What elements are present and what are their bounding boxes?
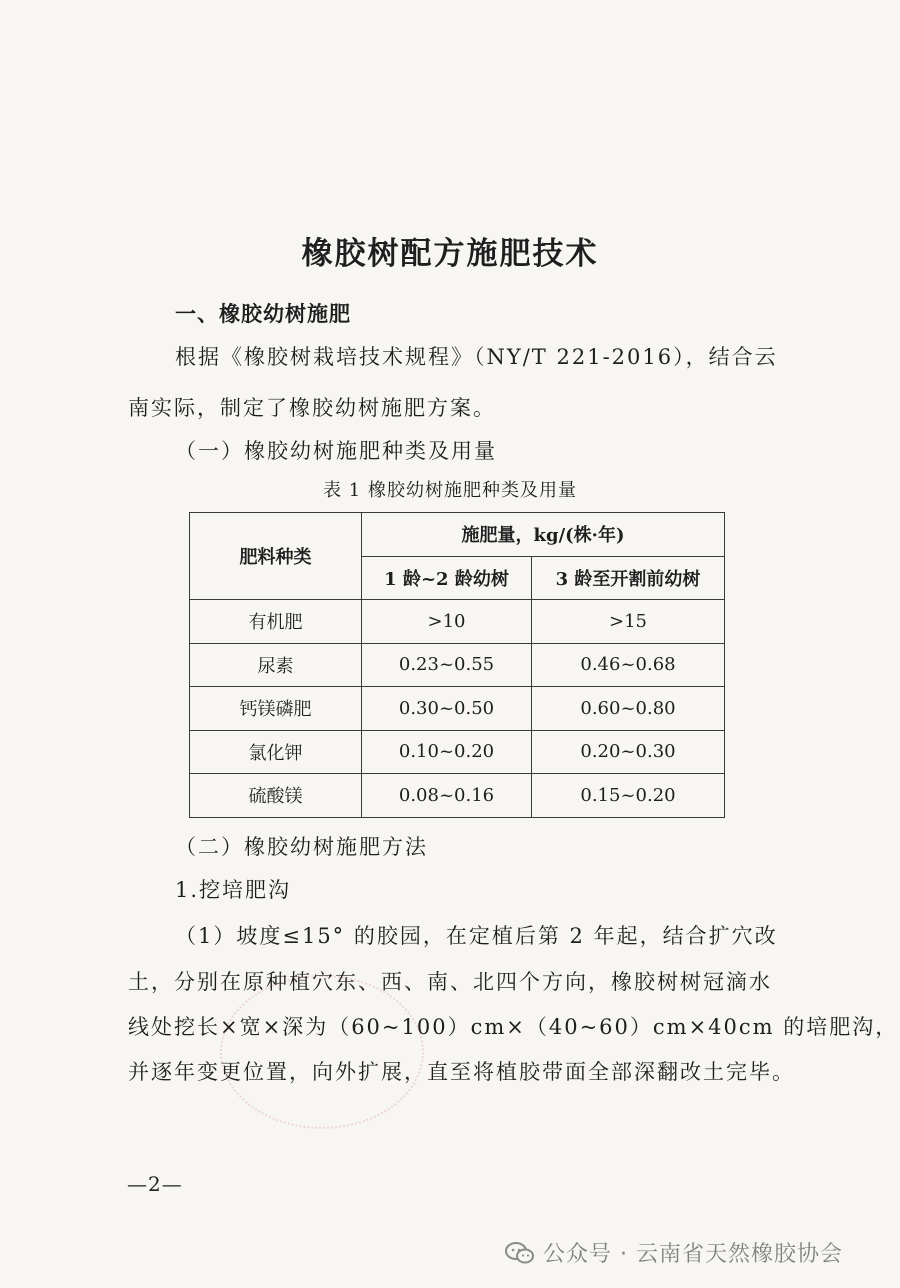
body-line-1: （1）坡度≤15° 的胶园，在定植后第 2 年起，结合扩穴改 — [175, 924, 778, 948]
rate-older: 0.15~0.20 — [532, 774, 725, 818]
table-row — [190, 643, 725, 687]
document-title: 橡胶树配方施肥技术 — [301, 236, 599, 272]
section-heading-1: 一、橡胶幼树施肥 — [175, 301, 351, 326]
header-fertilizer-type: 肥料种类 — [190, 513, 362, 600]
rate-older: 0.46~0.68 — [532, 643, 725, 687]
item-heading-1: 1.挖培肥沟 — [175, 878, 292, 902]
table-row — [190, 774, 725, 818]
header-age-3-tapping: 3 龄至开割前幼树 — [532, 556, 725, 600]
table-caption: 表 1 橡胶幼树施肥种类及用量 — [323, 480, 577, 501]
subsection-heading-2: （二）橡胶幼树施肥方法 — [175, 835, 428, 859]
faint-seal-stamp — [220, 975, 424, 1129]
page-number: —2— — [127, 1172, 183, 1196]
rate-young: 0.30~0.50 — [362, 687, 532, 731]
header-age-1-2: 1 龄~2 龄幼树 — [362, 556, 532, 600]
rate-young: >10 — [362, 600, 532, 644]
wechat-icon — [505, 1241, 535, 1265]
intro-line-1: 根据《橡胶树栽培技术规程》（NY/T 221-2016），结合云 — [175, 345, 778, 369]
fertilizer-table — [189, 512, 725, 818]
body-line-4: 并逐年变更位置，向外扩展，直至将植胶带面全部深翻改土完毕。 — [128, 1060, 795, 1084]
body-line-3: 线处挖长×宽×深为（60~100）cm×（40~60）cm×40cm 的培肥沟， — [128, 1015, 899, 1039]
table-row — [190, 600, 725, 644]
table-row — [190, 687, 725, 731]
fertilizer-name: 有机肥 — [190, 600, 362, 644]
table-row — [190, 730, 725, 774]
rate-young: 0.23~0.55 — [362, 643, 532, 687]
body-line-2: 土，分别在原种植穴东、西、南、北四个方向，橡胶树树冠滴水 — [128, 970, 772, 994]
rate-older: 0.60~0.80 — [532, 687, 725, 731]
rate-young: 0.10~0.20 — [362, 730, 532, 774]
rate-older: >15 — [532, 600, 725, 644]
fertilizer-name: 钙镁磷肥 — [190, 687, 362, 731]
rate-young: 0.08~0.16 — [362, 774, 532, 818]
intro-line-2: 南实际，制定了橡胶幼树施肥方案。 — [128, 396, 496, 420]
fertilizer-name: 硫酸镁 — [190, 774, 362, 818]
rate-older: 0.20~0.30 — [532, 730, 725, 774]
watermark — [505, 1237, 843, 1268]
fertilizer-name: 氯化钾 — [190, 730, 362, 774]
fertilizer-name: 尿素 — [190, 643, 362, 687]
header-application-rate: 施肥量，kg/(株·年) — [362, 513, 725, 557]
watermark-text: 公众号 · 云南省天然橡胶协会 — [543, 1242, 843, 1267]
subsection-heading-1: （一）橡胶幼树施肥种类及用量 — [175, 439, 497, 463]
